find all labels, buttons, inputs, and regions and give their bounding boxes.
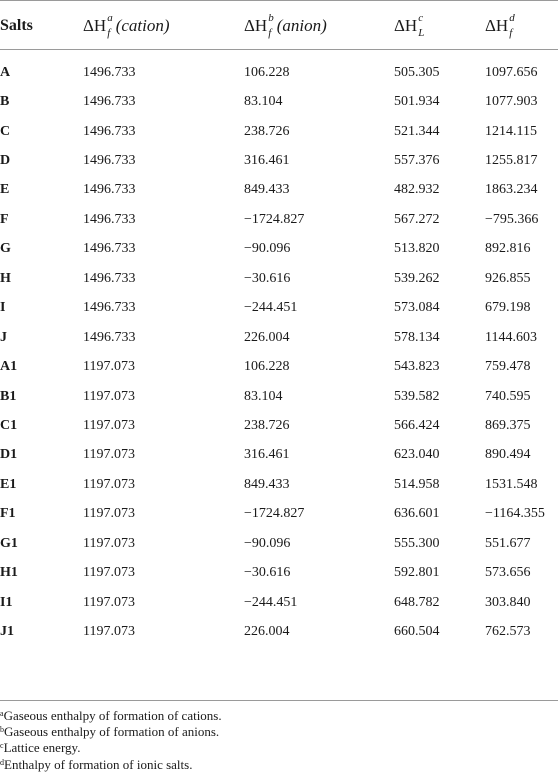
header-sub: f — [107, 27, 111, 39]
table-row — [0, 264, 558, 293]
cell-salt: I1 — [0, 594, 13, 610]
cell-anion-enthalpy: −90.096 — [244, 535, 291, 551]
table-row — [0, 294, 558, 323]
cell-salt-enthalpy: 1255.817 — [485, 153, 538, 169]
cell-salt: A1 — [0, 359, 18, 375]
footnote-mark: a — [0, 709, 4, 718]
cell-salt: I — [0, 300, 6, 316]
cell-cation-enthalpy: 1496.733 — [83, 211, 136, 227]
cell-salt: D1 — [0, 447, 18, 463]
cell-lattice-energy: 539.262 — [394, 270, 440, 286]
cell-lattice-energy: 648.782 — [394, 594, 440, 610]
cell-lattice-energy: 573.084 — [394, 300, 440, 316]
cell-lattice-energy: 578.134 — [394, 329, 440, 345]
header-symbol: ΔH — [394, 16, 418, 35]
footnote — [0, 723, 222, 739]
cell-salt: B — [0, 94, 10, 110]
table-body — [0, 58, 558, 647]
cell-anion-enthalpy: 849.433 — [244, 476, 290, 492]
cell-cation-enthalpy: 1496.733 — [83, 270, 136, 286]
header-sup: d — [509, 12, 515, 24]
cell-salt-enthalpy: 679.198 — [485, 300, 531, 316]
cell-anion-enthalpy: 849.433 — [244, 182, 290, 198]
cell-salt: A — [0, 64, 11, 80]
cell-salt: F1 — [0, 506, 16, 522]
cell-salt: C — [0, 123, 11, 139]
cell-lattice-energy: 513.820 — [394, 241, 440, 257]
cell-salt: D — [0, 153, 11, 169]
cell-salt-enthalpy: 869.375 — [485, 417, 531, 433]
header-paren: (cation) — [115, 16, 170, 35]
cell-salt-enthalpy: 1214.115 — [485, 123, 537, 139]
cell-cation-enthalpy: 1197.073 — [83, 476, 135, 492]
cell-cation-enthalpy: 1197.073 — [83, 535, 135, 551]
header-symbol: ΔH — [83, 16, 107, 35]
cell-cation-enthalpy: 1496.733 — [83, 241, 136, 257]
cell-lattice-energy: 501.934 — [394, 94, 440, 110]
cell-anion-enthalpy: −1724.827 — [244, 506, 305, 522]
cell-salt: G — [0, 241, 11, 257]
header-sub: L — [418, 27, 425, 39]
cell-lattice-energy: 566.424 — [394, 417, 440, 433]
cell-salt-enthalpy: 740.595 — [485, 388, 531, 404]
cell-salt: G1 — [0, 535, 18, 551]
cell-salt-enthalpy: 1144.603 — [485, 329, 537, 345]
cell-cation-enthalpy: 1197.073 — [83, 417, 135, 433]
cell-cation-enthalpy: 1197.073 — [83, 388, 135, 404]
cell-cation-enthalpy: 1496.733 — [83, 182, 136, 198]
table-row — [0, 176, 558, 205]
cell-lattice-energy: 636.601 — [394, 506, 440, 522]
table-row — [0, 117, 558, 146]
footnote — [0, 756, 222, 772]
table-row — [0, 205, 558, 234]
cell-anion-enthalpy: 238.726 — [244, 417, 290, 433]
footnote-text: Enthalpy of formation of ionic salts. — [4, 756, 193, 772]
cell-salt-enthalpy: 759.478 — [485, 359, 531, 375]
cell-cation-enthalpy: 1197.073 — [83, 506, 135, 522]
cell-anion-enthalpy: −244.451 — [244, 594, 298, 610]
cell-cation-enthalpy: 1496.733 — [83, 329, 136, 345]
cell-cation-enthalpy: 1197.073 — [83, 624, 135, 640]
cell-salt-enthalpy: −795.366 — [485, 211, 539, 227]
cell-salt: E — [0, 182, 10, 198]
cell-cation-enthalpy: 1197.073 — [83, 359, 135, 375]
footnote — [0, 707, 222, 723]
cell-anion-enthalpy: 238.726 — [244, 123, 290, 139]
header-symbol: ΔH — [485, 16, 509, 35]
table-row — [0, 617, 558, 646]
table-row — [0, 235, 558, 264]
cell-salt: J — [0, 329, 7, 345]
cell-anion-enthalpy: 226.004 — [244, 624, 290, 640]
table-row — [0, 558, 558, 587]
header-sup: a — [107, 12, 113, 24]
header-anion-enthalpy — [244, 8, 327, 44]
cell-salt-enthalpy: 573.656 — [485, 565, 531, 581]
cell-lattice-energy: 555.300 — [394, 535, 440, 551]
footnote-text: Gaseous enthalpy of formation of anions. — [4, 724, 220, 740]
cell-salt: C1 — [0, 417, 18, 433]
table-row — [0, 323, 558, 352]
cell-salt-enthalpy: 1863.234 — [485, 182, 538, 198]
cell-cation-enthalpy: 1197.073 — [83, 447, 135, 463]
cell-lattice-energy: 660.504 — [394, 624, 440, 640]
cell-lattice-energy: 623.040 — [394, 447, 440, 463]
cell-anion-enthalpy: −90.096 — [244, 241, 291, 257]
table-row — [0, 352, 558, 381]
footnote-mark: c — [0, 741, 4, 751]
cell-cation-enthalpy: 1496.733 — [83, 123, 136, 139]
table-row — [0, 529, 558, 558]
cell-lattice-energy: 539.582 — [394, 388, 440, 404]
header-paren: (anion) — [276, 16, 327, 35]
cell-anion-enthalpy: −1724.827 — [244, 211, 305, 227]
footnote-text: Gaseous enthalpy of formation of cations. — [3, 708, 222, 723]
cell-anion-enthalpy: −244.451 — [244, 300, 298, 316]
table-row — [0, 87, 558, 116]
footnote-text: Lattice energy. — [3, 740, 81, 756]
cell-salt: H1 — [0, 565, 18, 581]
cell-lattice-energy: 505.305 — [394, 64, 440, 80]
cell-cation-enthalpy: 1496.733 — [83, 153, 136, 169]
cell-salt-enthalpy: 303.840 — [485, 594, 531, 610]
cell-anion-enthalpy: 226.004 — [244, 329, 290, 345]
cell-salt: F — [0, 211, 9, 227]
cell-anion-enthalpy: 83.104 — [244, 94, 283, 110]
cell-salt-enthalpy: 892.816 — [485, 241, 531, 257]
table-row — [0, 58, 558, 87]
cell-salt: E1 — [0, 476, 17, 492]
cell-anion-enthalpy: −30.616 — [244, 270, 291, 286]
bottom-rule — [0, 700, 558, 701]
cell-salt-enthalpy: 1531.548 — [485, 476, 538, 492]
header-lattice-energy — [394, 8, 424, 44]
cell-cation-enthalpy: 1496.733 — [83, 94, 136, 110]
cell-salt-enthalpy: −1164.355 — [485, 506, 545, 522]
table-row — [0, 470, 558, 499]
cell-anion-enthalpy: 106.228 — [244, 359, 290, 375]
footnote-mark: b — [0, 725, 4, 735]
cell-cation-enthalpy: 1496.733 — [83, 300, 136, 316]
footnote-mark: d — [0, 757, 4, 767]
header-symbol: ΔH — [244, 16, 268, 35]
cell-lattice-energy: 543.823 — [394, 359, 440, 375]
cell-salt: B1 — [0, 388, 17, 404]
cell-salt-enthalpy: 1077.903 — [485, 94, 538, 110]
table-row — [0, 382, 558, 411]
footnotes — [0, 707, 222, 772]
cell-lattice-energy: 592.801 — [394, 565, 440, 581]
table-row — [0, 146, 558, 175]
cell-cation-enthalpy: 1197.073 — [83, 565, 135, 581]
header-sup: b — [268, 12, 274, 24]
header-rule — [0, 49, 558, 50]
cell-lattice-energy: 521.344 — [394, 123, 440, 139]
top-rule — [0, 0, 558, 1]
cell-anion-enthalpy: 106.228 — [244, 64, 290, 80]
cell-lattice-energy: 482.932 — [394, 182, 440, 198]
cell-cation-enthalpy: 1496.733 — [83, 64, 136, 80]
cell-salt-enthalpy: 890.494 — [485, 447, 531, 463]
footnote — [0, 739, 222, 755]
cell-lattice-energy: 567.272 — [394, 211, 440, 227]
table-row — [0, 441, 558, 470]
table-row — [0, 411, 558, 440]
header-sub: f — [509, 27, 513, 39]
cell-lattice-energy: 514.958 — [394, 476, 440, 492]
cell-anion-enthalpy: −30.616 — [244, 565, 291, 581]
header-sub: f — [268, 27, 272, 39]
data-table — [0, 58, 558, 647]
header-salts: Salts — [0, 17, 33, 34]
cell-lattice-energy: 557.376 — [394, 153, 440, 169]
table-row — [0, 500, 558, 529]
cell-salt: H — [0, 270, 11, 286]
cell-anion-enthalpy: 316.461 — [244, 153, 290, 169]
cell-salt-enthalpy: 762.573 — [485, 624, 531, 640]
header-cation-enthalpy — [83, 8, 170, 44]
cell-salt-enthalpy: 926.855 — [485, 270, 531, 286]
cell-salt-enthalpy: 551.677 — [485, 535, 531, 551]
cell-cation-enthalpy: 1197.073 — [83, 594, 135, 610]
cell-anion-enthalpy: 316.461 — [244, 447, 290, 463]
cell-salt: J1 — [0, 624, 14, 640]
header-salt-enthalpy — [485, 8, 515, 44]
table-row — [0, 588, 558, 617]
cell-salt-enthalpy: 1097.656 — [485, 64, 538, 80]
header-sup: c — [418, 12, 424, 24]
cell-anion-enthalpy: 83.104 — [244, 388, 283, 404]
